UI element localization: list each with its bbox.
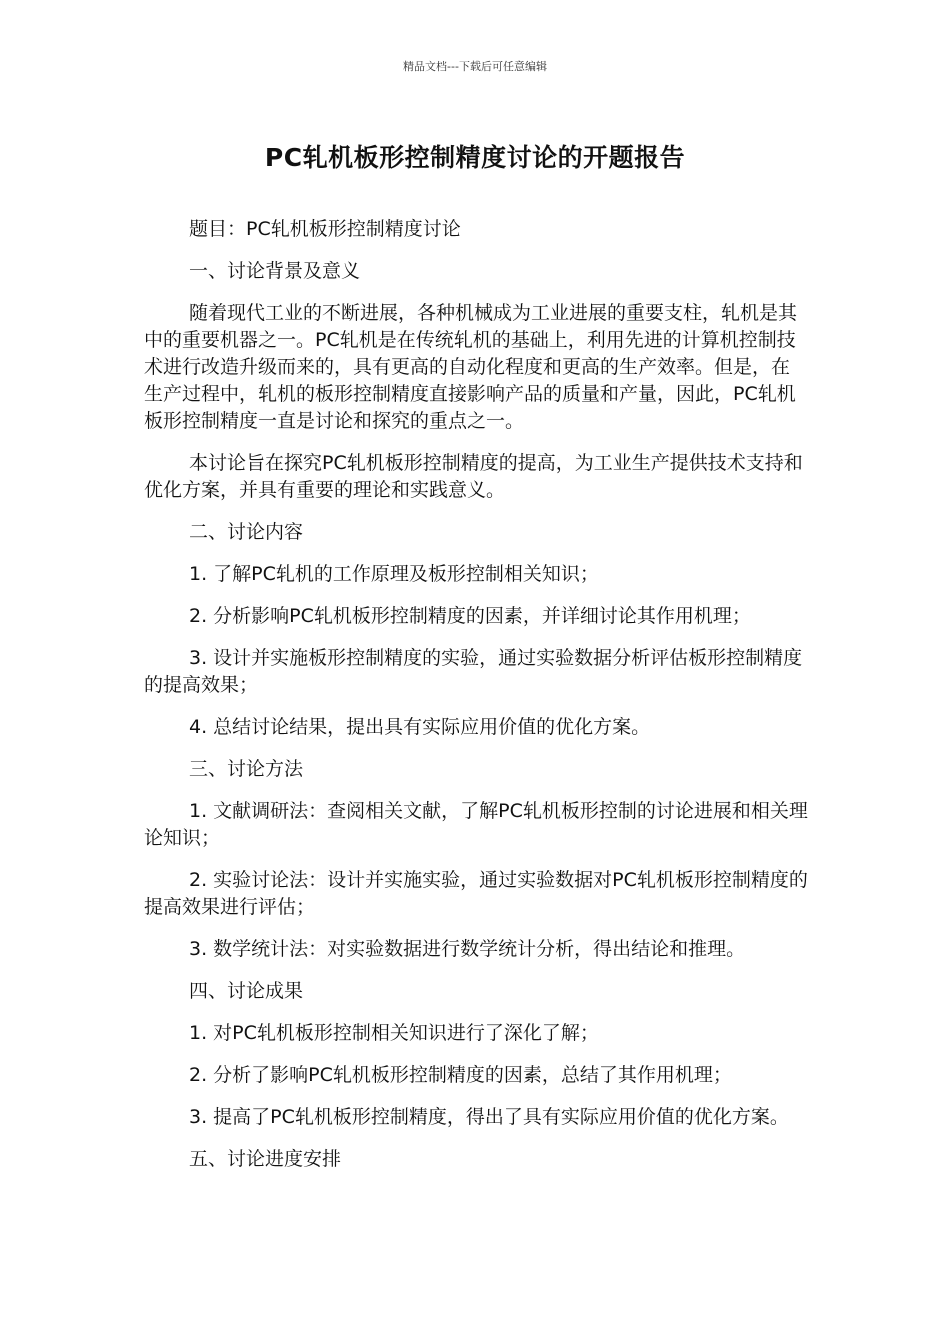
content-item: 2. 分析影响PC轧机板形控制精度的因素，并详细讨论其作用机理； — [189, 605, 751, 627]
result-item: 2. 分析了影响PC轧机板形控制精度的因素，总结了其作用机理； — [189, 1064, 732, 1086]
section-heading-results: 四、讨论成果 — [189, 980, 304, 1002]
content-item: 1. 了解PC轧机的工作原理及板形控制相关知识； — [189, 563, 599, 585]
page-header-note: 精品文档---下载后可任意编辑 — [403, 60, 547, 73]
method-item: 3. 数学统计法：对实验数据进行数学统计分析，得出结论和推理。 — [189, 938, 746, 960]
section-heading-methods: 三、讨论方法 — [189, 758, 304, 780]
section-heading-content: 二、讨论内容 — [189, 521, 304, 543]
method-item: 2. 实验讨论法：设计并实施实验，通过实验数据对PC轧机板形控制精度的提高效果进行评估； — [144, 869, 808, 918]
result-item: 3. 提高了PC轧机板形控制精度，得出了具有实际应用价值的优化方案。 — [189, 1106, 789, 1128]
section-heading-schedule: 五、讨论进度安排 — [189, 1148, 342, 1170]
topic-line: 题目：PC轧机板形控制精度讨论 — [189, 218, 461, 240]
document-title: PC轧机板形控制精度讨论的开题报告 — [264, 143, 686, 172]
section-heading-background: 一、讨论背景及意义 — [189, 260, 361, 282]
document-body — [144, 216, 808, 1188]
result-item: 1. 对PC轧机板形控制相关知识进行了深化了解； — [189, 1022, 599, 1044]
background-paragraph: 随着现代工业的不断进展，各种机械成为工业进展的重要支柱，轧机是其中的重要机器之一。PC轧机是在传统轧机的基础上，利用先进的计算机控制技术进行改造升级而来的，具有更高的自动化程度和更高的生产效率。但是，在生产过程中，轧机的板形控制精度直接影响产品的质量和产量，因此，PC轧机板形控制精度一直是讨论和探究的重点之一。 — [144, 302, 798, 432]
content-item: 3. 设计并实施板形控制精度的实验，通过实验数据分析评估板形控制精度的提高效果； — [144, 647, 803, 696]
method-item: 1. 文献调研法：查阅相关文献，了解PC轧机板形控制的讨论进展和相关理论知识； — [144, 800, 808, 849]
purpose-paragraph: 本讨论旨在探究PC轧机板形控制精度的提高，为工业生产提供技术支持和优化方案，并具有重要的理论和实践意义。 — [144, 452, 803, 501]
content-item: 4. 总结讨论结果，提出具有实际应用价值的优化方案。 — [189, 716, 651, 738]
